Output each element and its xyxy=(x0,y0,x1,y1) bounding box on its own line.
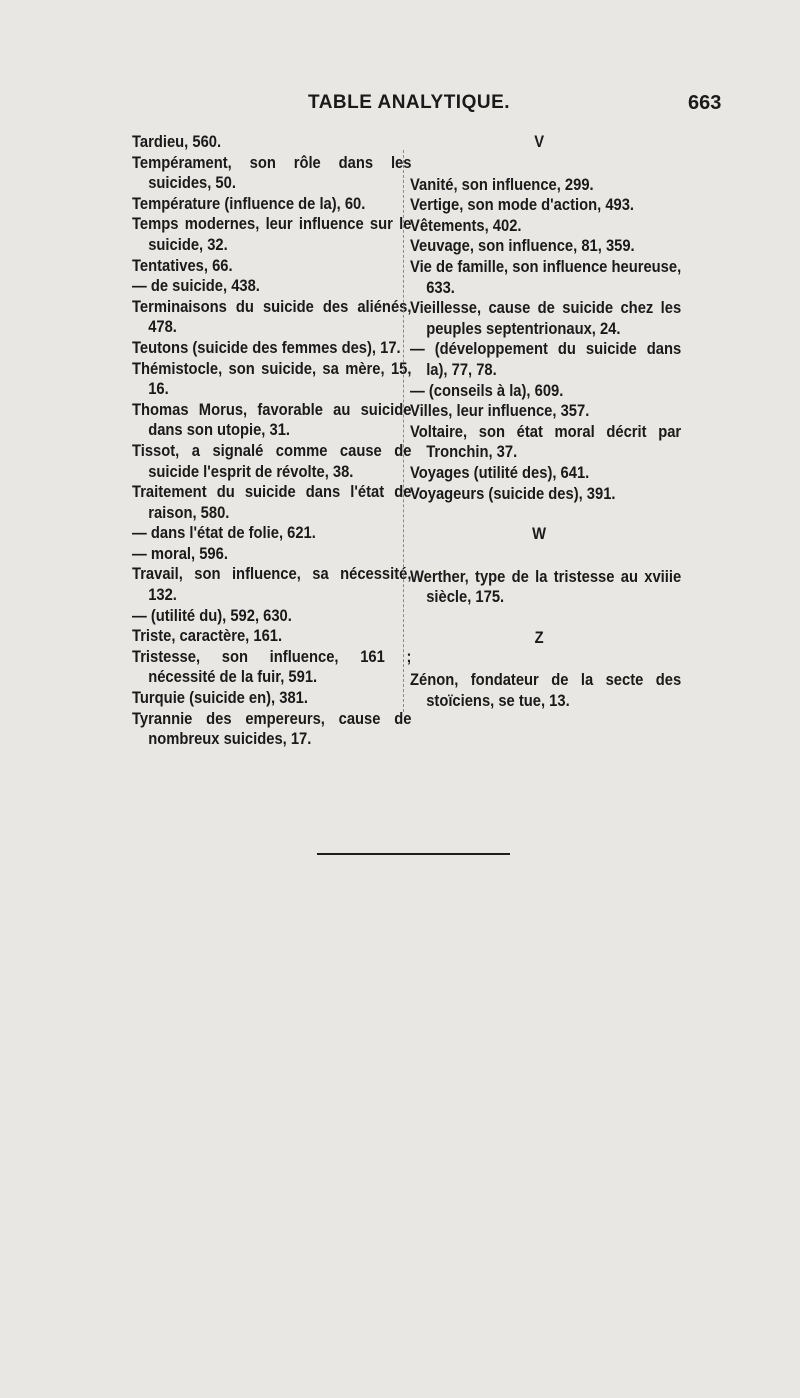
index-subentry: — (développement du suicide dans la), 77, 78. xyxy=(410,340,682,379)
index-entry: Tissot, a signalé comme cause de suicide l'esprit de révolte, 38. xyxy=(132,441,412,481)
index-entry: Temps modernes, leur influence sur le suicide, 32. xyxy=(132,215,412,254)
index-entry: Vieillesse, cause de suicide chez les peuples septentrionaux, 24. xyxy=(410,299,682,338)
index-entry: Tristesse, son influence, 161 ; nécessité de la fuir, 591. xyxy=(132,647,412,687)
index-entry: Thémistocle, son suicide, sa mère, 15, 16. xyxy=(132,359,412,399)
index-entry: Triste, caractère, 161. xyxy=(132,627,283,646)
section-letter-w: W xyxy=(532,525,547,544)
index-subentry: — moral, 596. xyxy=(132,544,228,563)
index-subentry: — (utilité du), 592, 630. xyxy=(132,606,292,625)
index-subentry: — de suicide, 438. xyxy=(132,277,260,296)
index-entry: Tardieu, 560. xyxy=(132,133,222,151)
index-entry: Vanité, son influence, 299. xyxy=(410,175,594,194)
page-number: 663 xyxy=(688,92,722,114)
index-entry: Tempérament, son rôle dans les suicides, 50. xyxy=(132,153,412,193)
index-entry: Vêtements, 402. xyxy=(410,216,522,235)
section-letter-v: V xyxy=(534,133,545,151)
index-entry: Turquie (suicide en), 381. xyxy=(132,689,308,708)
index-entry: Veuvage, son influence, 81, 359. xyxy=(410,237,635,256)
index-entry: Tentatives, 66. xyxy=(132,256,233,275)
index-entry: Terminaisons du suicide des aliénés, 478. xyxy=(132,297,412,337)
index-entry: Zénon, fondateur de la secte des stoïciens, se tue, 13. xyxy=(410,671,682,711)
index-entry: Vie de famille, son influence heureuse, 633. xyxy=(410,257,682,297)
column-divider xyxy=(403,150,405,712)
index-entry: Thomas Morus, favorable au suicide dans son utopie, 31. xyxy=(132,400,412,440)
running-title: TABLE ANALYTIQUE. xyxy=(308,92,511,113)
index-entry: Température (influence de la), 60. xyxy=(132,194,366,213)
index-entry: Voyageurs (suicide des), 391. xyxy=(410,484,616,503)
index-entry: Werther, type de la tristesse au xviiie siècle, 175. xyxy=(410,567,682,607)
index-subentry: — dans l'état de folie, 621. xyxy=(132,524,316,543)
index-entry: Teutons (suicide des femmes des), 17. xyxy=(132,338,401,357)
index-subentry: — (conseils à la), 609. xyxy=(410,381,564,400)
index-entry: Villes, leur influence, 357. xyxy=(410,402,590,421)
page-header xyxy=(0,92,800,120)
left-column xyxy=(132,132,412,750)
section-letter-z: Z xyxy=(534,628,544,647)
index-entry: Travail, son influence, sa nécessité, 132. xyxy=(132,565,412,605)
index-entry: Tyrannie des empereurs, cause de nombreux suicides, 17. xyxy=(132,709,412,749)
index-entry: Voyages (utilité des), 641. xyxy=(410,463,590,482)
end-rule xyxy=(317,853,510,855)
index-entry: Vertige, son mode d'action, 493. xyxy=(410,196,635,215)
index-entry: Traitement du suicide dans l'état de raison, 580. xyxy=(132,483,412,522)
right-column xyxy=(410,132,682,712)
index-entry: Voltaire, son état moral décrit par Tronchin, 37. xyxy=(410,422,682,462)
